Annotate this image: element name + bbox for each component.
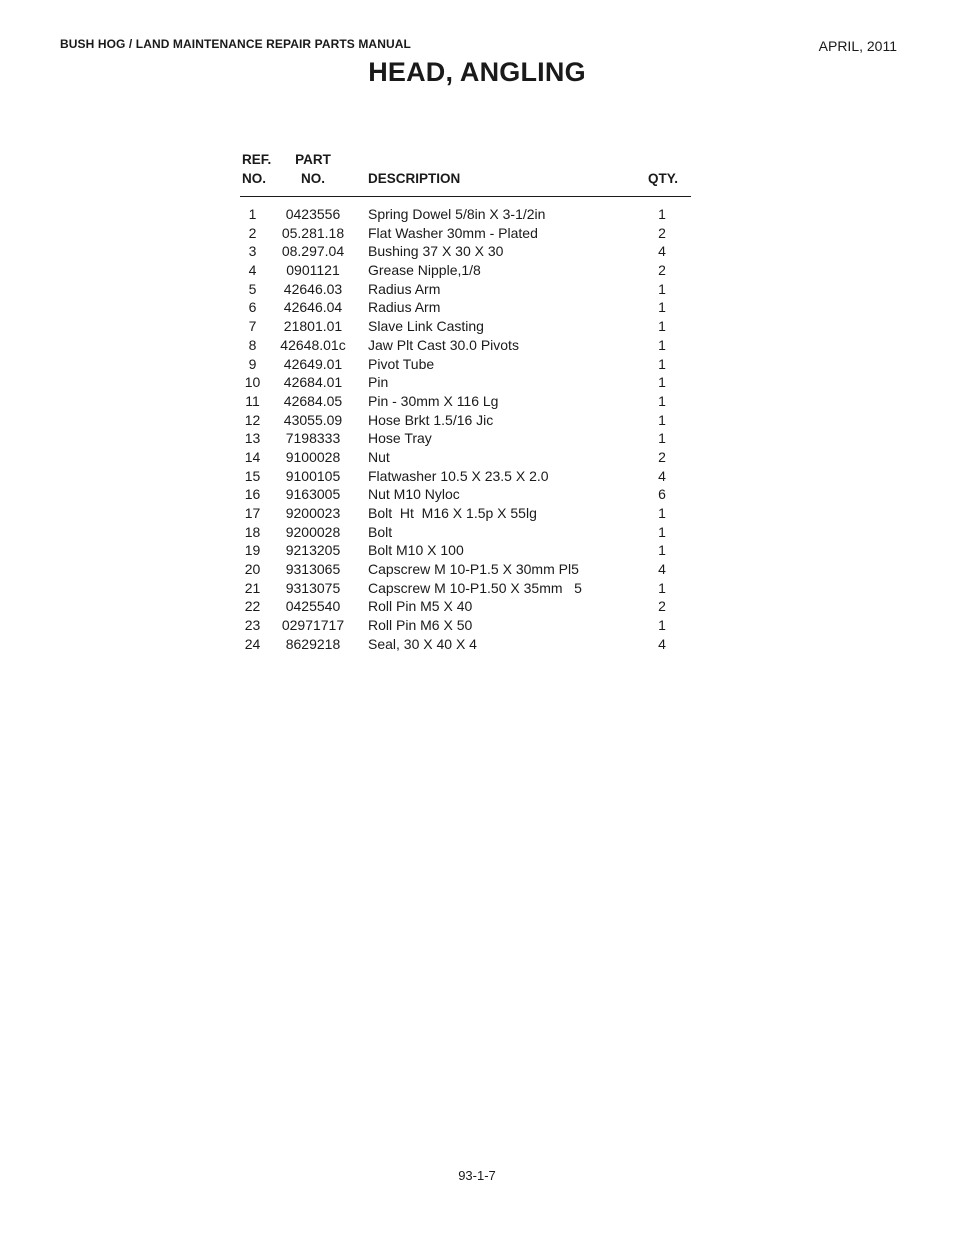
ref-cell: 23: [244, 617, 261, 634]
qty-cell: 1: [658, 430, 666, 447]
table-row: [240, 523, 691, 542]
ref-cell: 3: [248, 243, 257, 260]
part-no-cell: 02971717: [281, 617, 345, 634]
qty-cell: 1: [658, 617, 666, 634]
ref-cell: 7: [248, 318, 257, 335]
description-cell: Capscrew M 10-P1.50 X 35mm 5: [368, 579, 582, 596]
part-no-cell: 42684.01: [283, 374, 343, 391]
description-cell: Bushing 37 X 30 X 30: [368, 243, 504, 260]
qty-cell: 1: [658, 299, 666, 316]
description-cell: Slave Link Casting: [368, 318, 484, 335]
description-cell: Bolt M10 X 100: [368, 542, 464, 559]
part-no-cell: 7198333: [285, 430, 341, 447]
qty-cell: 4: [658, 243, 666, 260]
table-row: [240, 392, 691, 411]
qty-cell: 4: [658, 467, 666, 484]
part-no-cell: 9200023: [285, 505, 341, 521]
qty-cell: 1: [658, 355, 666, 372]
ref-cell: 15: [244, 467, 261, 484]
ref-cell: 6: [248, 299, 257, 316]
part-no-cell: 9313065: [285, 561, 341, 578]
qty-cell: 1: [658, 392, 666, 409]
manual-title: BUSH HOG / LAND MAINTENANCE REPAIR PARTS MANUAL: [60, 37, 411, 51]
qty-cell: 1: [658, 523, 666, 540]
ref-cell: 10: [244, 374, 261, 391]
ref-cell: 24: [244, 635, 261, 652]
header-ref-no: [242, 150, 278, 188]
table-body: [240, 205, 691, 654]
table-row: [240, 448, 691, 467]
description-cell: Spring Dowel 5/8in X 3-1/2in: [368, 206, 546, 222]
header-description: DESCRIPTION: [368, 171, 461, 186]
page-number: 93-1-7: [458, 1168, 496, 1183]
qty-cell: 2: [658, 262, 666, 279]
header-part-no: [286, 150, 340, 188]
description-cell: Flatwasher 10.5 X 23.5 X 2.0: [368, 467, 549, 484]
description-cell: Radius Arm: [368, 299, 441, 316]
table-row: [240, 429, 691, 448]
table-row: [240, 355, 691, 374]
description-cell: Pin: [368, 374, 389, 391]
ref-cell: 16: [244, 486, 261, 503]
header-qty: QTY.: [647, 171, 678, 186]
qty-cell: 2: [658, 448, 666, 465]
header-ref-line1: REF.: [242, 152, 272, 167]
part-no-cell: 42684.05: [283, 392, 343, 409]
description-cell: Grease Nipple,1/8: [368, 262, 481, 279]
page-title: HEAD, ANGLING: [368, 57, 586, 87]
table-row: [240, 504, 691, 523]
ref-cell: 22: [244, 598, 261, 615]
table-row: [240, 579, 691, 598]
description-cell: Roll Pin M6 X 50: [368, 617, 473, 634]
description-cell: Pin - 30mm X 116 Lg: [368, 392, 499, 409]
table-row: [240, 373, 691, 392]
part-no-cell: 9100105: [285, 467, 341, 484]
ref-cell: 9: [248, 355, 257, 372]
part-no-cell: 9100028: [285, 448, 341, 465]
part-no-cell: 43055.09: [283, 411, 343, 428]
part-no-cell: 8629218: [285, 635, 341, 652]
table-row: [240, 541, 691, 560]
qty-cell: 1: [658, 280, 666, 297]
part-no-cell: 08.297.04: [281, 243, 345, 260]
part-no-cell: 0425540: [285, 598, 341, 615]
part-no-cell: 42649.01: [283, 355, 343, 372]
part-no-cell: 9200028: [285, 523, 341, 540]
table-row: [240, 261, 691, 280]
table-row: [240, 242, 691, 261]
description-cell: Nut M10 Nyloc: [368, 486, 460, 503]
ref-cell: 13: [244, 430, 261, 447]
qty-cell: 2: [658, 598, 666, 615]
description-cell: Roll Pin M5 X 40: [368, 598, 473, 615]
header-part-line1: PART: [295, 152, 331, 167]
table-row: [240, 467, 691, 486]
description-cell: Bolt: [368, 523, 393, 540]
qty-cell: 1: [658, 336, 666, 353]
ref-cell: 4: [248, 262, 257, 279]
part-no-cell: 9313075: [285, 579, 341, 596]
part-no-cell: 42646.04: [283, 299, 343, 316]
table-row: [240, 597, 691, 616]
header-part-line2: NO.: [300, 171, 325, 186]
table-header: [240, 150, 691, 197]
description-cell: Hose Brkt 1.5/16 Jic: [368, 411, 494, 428]
ref-cell: 14: [244, 448, 261, 465]
qty-cell: 2: [658, 224, 666, 241]
ref-cell: 20: [244, 561, 261, 578]
description-cell: Bolt Ht M16 X 1.5p X 55lg: [368, 505, 537, 521]
publication-date: APRIL, 2011: [818, 38, 897, 54]
description-cell: Nut: [368, 448, 390, 465]
ref-cell: 17: [244, 505, 261, 521]
ref-cell: 1: [248, 206, 257, 222]
qty-cell: 1: [658, 542, 666, 559]
part-no-cell: 21801.01: [283, 318, 343, 335]
description-cell: Pivot Tube: [368, 355, 435, 372]
ref-cell: 19: [244, 542, 261, 559]
header-ref-line2: NO.: [242, 171, 267, 186]
ref-cell: 5: [248, 280, 257, 297]
qty-cell: 1: [658, 206, 666, 222]
parts-table: [240, 150, 691, 654]
qty-cell: 6: [658, 486, 666, 503]
ref-cell: 2: [248, 224, 257, 241]
qty-cell: 1: [658, 579, 666, 596]
table-row: [240, 224, 691, 243]
part-no-cell: 9213205: [285, 542, 341, 559]
ref-cell: 8: [248, 336, 257, 353]
ref-cell: 12: [244, 411, 261, 428]
description-cell: Capscrew M 10-P1.5 X 30mm Pl5: [368, 561, 579, 578]
table-row: [240, 317, 691, 336]
table-row: [240, 280, 691, 299]
qty-cell: 1: [658, 411, 666, 428]
qty-cell: 4: [658, 561, 666, 578]
qty-cell: 1: [658, 374, 666, 391]
ref-cell: 18: [244, 523, 261, 540]
description-cell: Seal, 30 X 40 X 4: [368, 635, 477, 652]
table-row: [240, 411, 691, 430]
table-row: [240, 485, 691, 504]
table-row: [240, 616, 691, 635]
part-no-cell: 42646.03: [283, 280, 343, 297]
description-cell: Flat Washer 30mm - Plated: [368, 224, 538, 241]
part-no-cell: 05.281.18: [281, 224, 345, 241]
qty-cell: 4: [658, 635, 666, 652]
description-cell: Radius Arm: [368, 280, 441, 297]
part-no-cell: 9163005: [285, 486, 341, 503]
ref-cell: 21: [244, 579, 261, 596]
part-no-cell: 42648.01c: [280, 336, 346, 353]
qty-cell: 1: [658, 505, 666, 521]
table-row: [240, 298, 691, 317]
table-row: [240, 560, 691, 579]
ref-cell: 11: [245, 392, 260, 409]
part-no-cell: 0901121: [286, 262, 340, 279]
description-cell: Hose Tray: [368, 430, 432, 447]
description-cell: Jaw Plt Cast 30.0 Pivots: [368, 336, 519, 353]
table-row: [240, 205, 691, 224]
table-row: [240, 336, 691, 355]
part-no-cell: 0423556: [285, 206, 341, 222]
table-row: [240, 635, 691, 654]
qty-cell: 1: [658, 318, 666, 335]
